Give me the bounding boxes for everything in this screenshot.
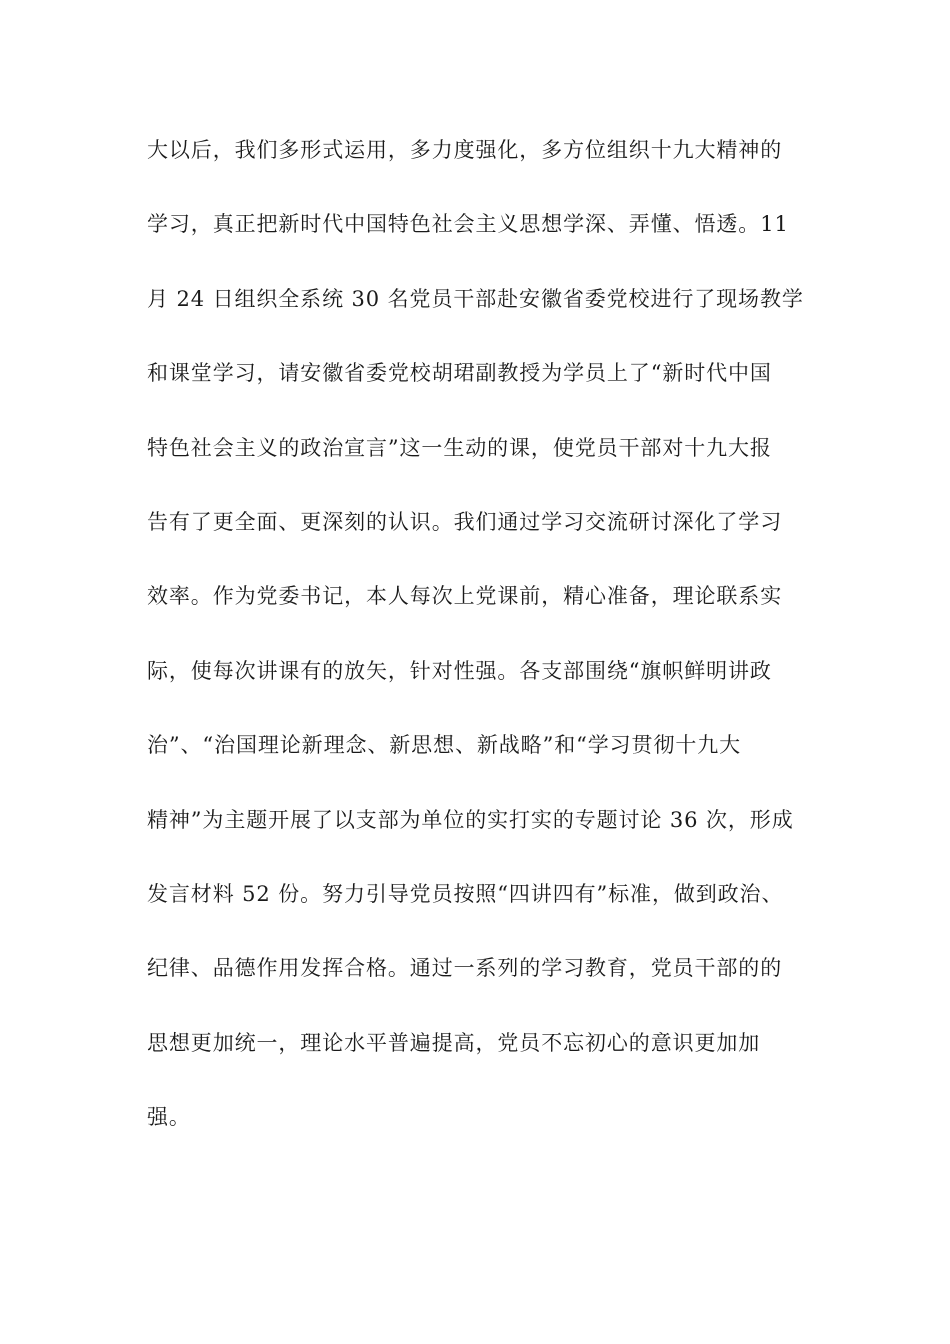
body-paragraph [147,128,807,1169]
text-line: 强。 [147,1105,191,1130]
text-line: 思想更加统一，理论水平普遍提高，党员不忘初心的意识更加加 [147,1030,761,1055]
text-line: 纪律、品德作用发挥合格。通过一系列的学习教育，党员干部的的 [147,956,783,981]
text-line: 特色社会主义的政治宣言”这一生动的课，使党员干部对十九大报 [147,435,772,460]
text-line: 效率。作为党委书记，本人每次上党课前，精心准备，理论联系实 [147,584,783,609]
text-line: 际，使每次讲课有的放矢，针对性强。各支部围绕“旗帜鲜明讲政 [147,658,772,683]
text-line: 大以后，我们多形式运用，多力度强化，多方位组织十九大精神的 [147,138,783,162]
text-line: 月 24 日组织全系统 30 名党员干部赴安徽省委党校进行了现场教学 [147,286,804,311]
text-line: 精神”为主题开展了以支部为单位的实打实的专题讨论 36 次，形成 [147,807,794,832]
text-line: 和课堂学习，请安徽省委党校胡珺副教授为学员上了“新时代中国 [147,361,772,386]
text-line: 治”、“治国理论新理念、新思想、新战略”和“学习贯彻十九大 [147,733,742,758]
text-line: 发言材料 52 份。努力引导党员按照“四讲四有”标准，做到政治、 [147,881,784,906]
text-line: 告有了更全面、更深刻的认识。我们通过学习交流研讨深化了学习 [147,509,783,534]
text-line: 学习，真正把新时代中国特色社会主义思想学深、弄懂、悟透。11 [147,212,789,237]
